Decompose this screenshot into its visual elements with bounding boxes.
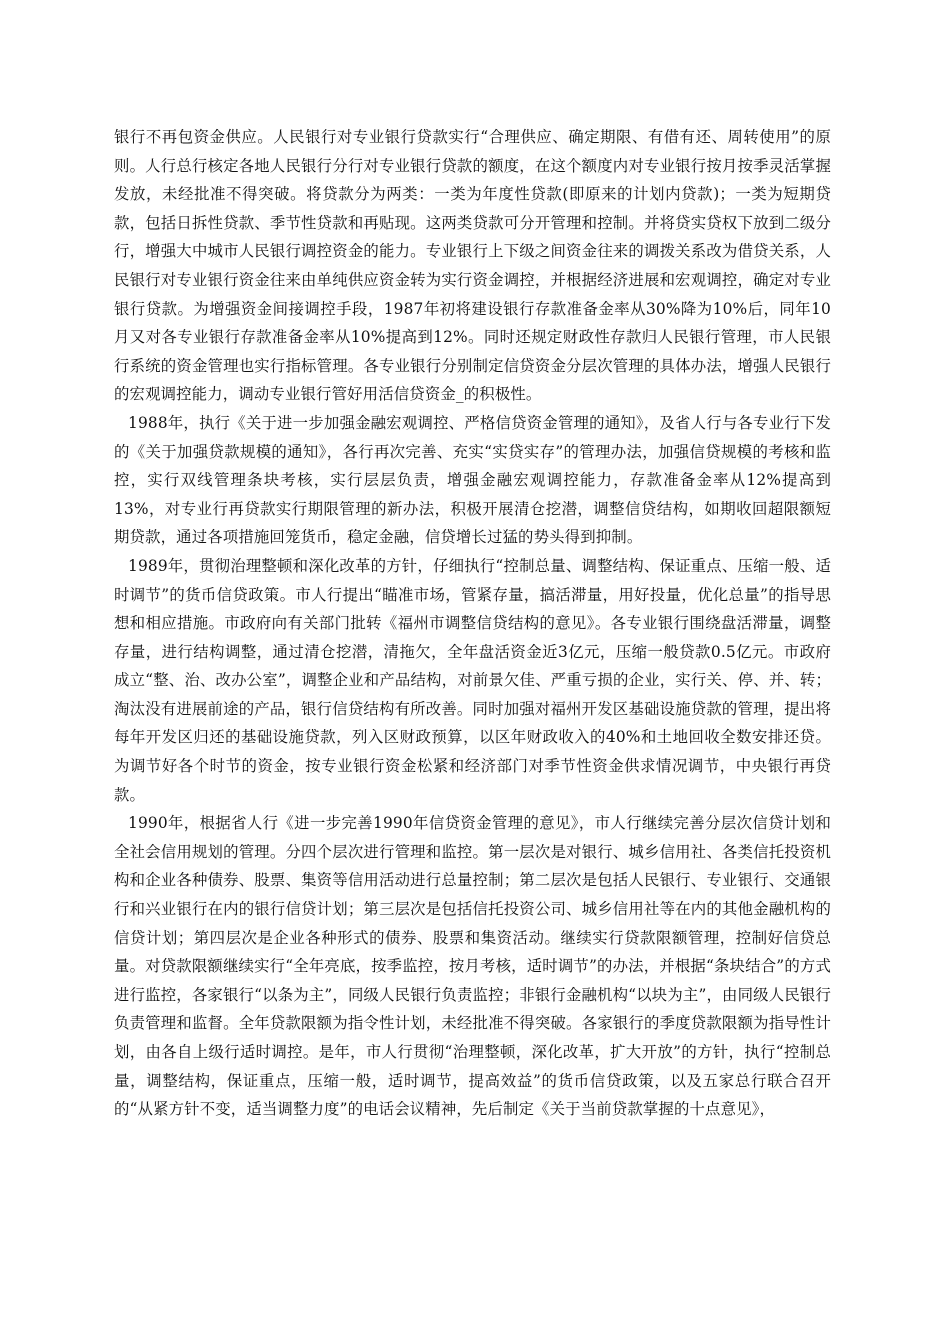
paragraph-1988: 1988年，执行《关于进一步加强金融宏观调控、严格信贷资金管理的通知》，及省人行与各专业行下发的《关于加强贷款规模的通知》，各行再次完善、充实“实贷实存”的管理办法，加强信贷规模的考核和监控，实行双线管理条块考核，实行层层负责，增强金融宏观调控能力，存款准备金率从12%提高到13%，对专业行再贷款实行期限管理的新办法，积极开展清仓挖潜，调整信贷结构，如期收回超限额短期贷款，通过各项措施回笼货币，稳定金融，信贷增长过猛的势头得到抑制。	[114, 413, 831, 547]
paragraph-1987-credit-management: 银行不再包资金供应。人民银行对专业银行贷款实行“合理供应、确定期限、有借有还、周转使用”的原则。人行总行核定各地人民银行分行对专业银行贷款的额度，在这个额度内对专业银行按月按季灵活掌握发放，未经批准不得突破。将贷款分为两类：一类为年度性贷款(即原来的计划内贷款)；一类为短期贷款，包括日拆性贷款、季节性贷款和再贴现。这两类贷款可分开管理和控制。并将贷实贷权下放到二级分行，增强大中城市人民银行调控资金的能力。专业银行上下级之间资金往来的调拨关系改为借贷关系，人民银行对专业银行资金往来由单纯供应资金转为实行资金调控，并根据经济进展和宏观调控，确定对专业银行贷款。为增强资金间接调控手段，1987年初将建设银行存款准备金率从30%降为10%后，同年10月又对各专业银行存款准备金率从10%提高到12%。同时还规定财政性存款归人民银行管理，市人民银行系统的资金管理也实行指标管理。各专业银行分别制定信贷资金分层次管理的具体办法，增强人民银行的宏观调控能力，调动专业银行管好用活信贷资金_的积极性。	[114, 128, 831, 404]
paragraph-1989: 1989年，贯彻治理整顿和深化改革的方针，仔细执行“控制总量、调整结构、保证重点、压缩一般、适时调节”的货币信贷政策。市人行提出“瞄准市场，管紧存量，搞活滞量，用好投量，优化总量”的指导思想和相应措施。市政府向有关部门批转《福州市调整信贷结构的意见》。各专业银行围绕盘活滞量，调整存量，进行结构调整，通过清仓挖潜，清拖欠，全年盘活资金近3亿元，压缩一般贷款0.5亿元。市政府成立“整、治、改办公室”，调整企业和产品结构，对前景欠佳、严重亏损的企业，实行关、停、并、转；淘汰没有进展前途的产品，银行信贷结构有所改善。同时加强对福州开发区基础设施贷款的管理，提出将每年开发区归还的基础设施贷款，列入区财政预算，以区年财政收入的40%和土地回收全数安排还贷。为调节好各个时节的资金，按专业银行资金松紧和经济部门对季节性资金供求情况调节，中央银行再贷款。	[114, 556, 831, 804]
document-body	[114, 123, 831, 1124]
paragraph-1990: 1990年，根据省人行《进一步完善1990年信贷资金管理的意见》，市人行继续完善分层次信贷计划和全社会信用规划的管理。分四个层次进行管理和监控。第一层次是对银行、城乡信用社、各类信托投资机构和企业各种债券、股票、集资等信用活动进行总量控制；第二层次是包括人民银行、专业银行、交通银行和兴业银行在内的银行信贷计划；第三层次是包括信托投资公司、城乡信用社等在内的其他金融机构的信贷计划；第四层次是企业各种形式的债券、股票和集资活动。继续实行贷款限额管理，控制好信贷总量。对贷款限额继续实行“全年亮底，按季监控，按月考核，适时调节”的办法，并根据“条块结合”的方式进行监控，各家银行“以条为主”，同级人民银行负责监控；非银行金融机构“以块为主”，由同级人民银行负责管理和监督。全年贷款限额为指令性计划，未经批准不得突破。各家银行的季度贷款限额为指导性计划，由各自上级行适时调控。是年，市人行贯彻“治理整顿，深化改革，扩大开放”的方针，执行“控制总量，调整结构，保证重点，压缩一般，适时调节，提高效益”的货币信贷政策，以及五家总行联合召开的“从紧方针不变，适当调整力度”的电话会议精神，先后制定《关于当前贷款掌握的十点意见》，	[114, 814, 831, 1119]
